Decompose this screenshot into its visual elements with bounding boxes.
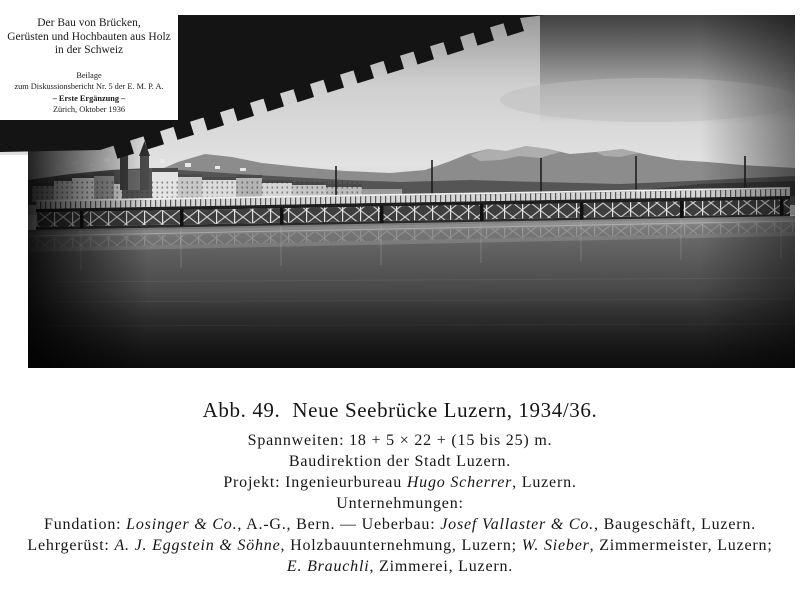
bridge-pier — [480, 204, 484, 221]
edition-note: – Erste Ergänzung – — [52, 93, 126, 103]
falsework-details: , Holzbauunternehmung, Luzern; — [280, 537, 522, 554]
building-roof — [178, 174, 202, 177]
foundation-label: Fundation: — [44, 516, 127, 533]
foundation-line — [0, 514, 800, 535]
supplement-info — [0, 70, 178, 116]
pier-reflection — [480, 223, 482, 263]
supplement-label: Beilage — [76, 70, 102, 80]
place-date: Zürich, Oktober 1936 — [52, 105, 126, 114]
bridge-pier — [380, 206, 384, 223]
falsework-line — [0, 535, 800, 556]
bridge-pier — [180, 209, 184, 226]
carpentry-details: , Zimmerei, Luzern. — [369, 558, 514, 575]
span-lengths: Spannweiten: 18 + 5 × 22 + (15 bis 25) m. — [247, 432, 553, 449]
building-roof — [236, 175, 262, 178]
bottom-vignette — [28, 290, 795, 368]
report-reference: zum Diskussionsbericht Nr. 5 der E. M. P. A. — [14, 82, 164, 91]
carpentry-company: E. Brauchli — [286, 558, 370, 575]
foundation-details: , A.-G., Bern. — Ueberbau: — [237, 516, 441, 533]
falsework-company: A. J. Eggstein & Söhne — [114, 537, 281, 554]
foundation-company: Losinger & Co. — [126, 516, 238, 533]
hillside-villa — [185, 163, 191, 167]
series-title-line: Gerüsten und Hochbauten aus Holz — [7, 30, 171, 43]
bridge-pier — [680, 201, 684, 218]
publication-label — [0, 15, 178, 120]
bridge-pier — [280, 208, 284, 225]
project-suffix: , Luzern. — [512, 474, 577, 491]
carpenter-details: , Zimmermeister, Luzern; — [589, 537, 773, 554]
pier-reflection — [280, 226, 282, 266]
carpentry-line — [0, 556, 800, 577]
figure-number: Abb. 49. — [202, 398, 281, 422]
contractors-heading: Unternehmungen: — [336, 495, 464, 512]
series-title-line: in der Schweiz — [54, 44, 124, 56]
hillside-villa — [160, 159, 165, 163]
building-roof — [202, 177, 236, 180]
superstructure-company: Josef Vallaster & Co. — [440, 516, 594, 533]
building-authority: Baudirektion der Stadt Luzern. — [288, 453, 512, 470]
building-roof — [152, 168, 178, 172]
engineer-name: Hugo Scherrer — [406, 474, 513, 491]
falsework-label: Lehrgerüst: — [27, 537, 115, 554]
figure-caption — [0, 396, 800, 577]
project-prefix: Projekt: Ingenieurbureau — [223, 474, 407, 491]
project-line — [0, 472, 800, 493]
pier-reflection — [180, 228, 182, 268]
superstructure-details: , Baugeschäft, Luzern. — [593, 516, 756, 533]
pier-reflection — [580, 221, 582, 261]
bridge-pier — [580, 203, 584, 220]
carpenter-name: W. Sieber — [521, 537, 590, 554]
series-title-line: Der Bau von Brücken, — [37, 17, 141, 29]
hillside-villa — [215, 166, 220, 169]
figure-heading — [0, 396, 800, 424]
pier-reflection — [680, 220, 682, 260]
hillside-villa — [240, 168, 246, 171]
figure-title: Neue Seebrücke Luzern, 1934/36. — [292, 398, 598, 422]
pier-reflection — [380, 225, 382, 265]
